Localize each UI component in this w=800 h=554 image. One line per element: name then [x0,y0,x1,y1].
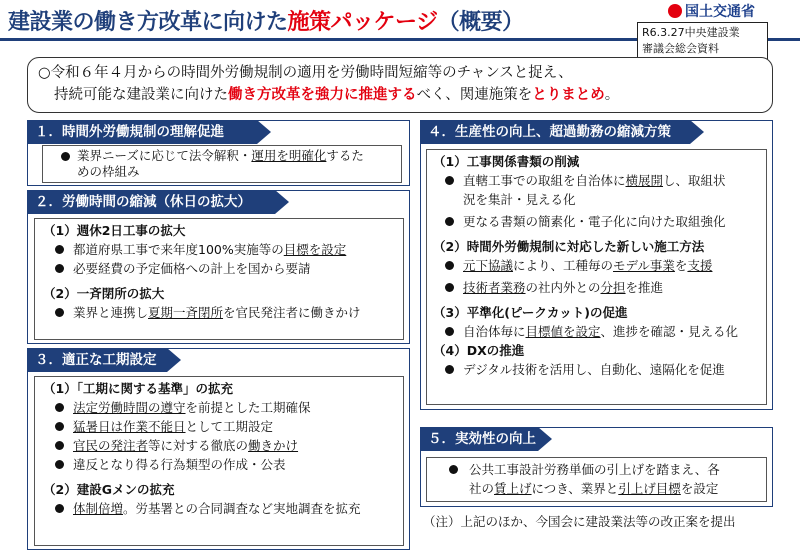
item-underlined: 横展開 [625,173,664,188]
item-text: デジタル技術を活用し、自動化、遠隔化を促進 [463,362,725,377]
list-item [43,259,395,278]
item-underlined: モデル事業 [613,258,675,273]
item-underlined: 猛暑日は作業不能日 [73,419,186,434]
summary-box [27,57,773,113]
source-date: R6.3.27中央建設業 [642,26,740,39]
item-text: を前提とした工期確保 [185,400,311,415]
section-5-heading: ５．実効性の向上 [420,427,538,451]
item-text: 必要経費の予定価格への計上を国から要請 [73,261,311,276]
subheading: （4）DXの推進 [433,343,525,358]
summary-highlight: とりまとめ [532,87,605,103]
item-text: 等に対する徹底の [148,438,249,453]
item-continuation: 況を集計・見える化 [463,192,576,207]
section-2-content [34,218,404,340]
source-reference-box [637,22,768,62]
list-item [43,303,395,322]
summary-line1: ○令和６年４月からの時間外労働規制の適用を労働時間短縮等のチャンスと捉え、 [38,65,573,81]
item-text: するた [326,148,364,163]
item-text: 違反となり得る行為類型の作成・公表 [73,457,286,472]
list-item [435,460,758,479]
item-underlined: 官民の発注者 [73,438,149,453]
item-text: 、進捗を確認・見える化 [600,324,739,339]
item-underlined: 分担 [600,280,626,295]
section-1-content [42,145,402,183]
item-underlined: 体制倍増 [73,501,124,516]
subheading: （3）平準化(ピークカット)の促進 [433,305,628,320]
mlit-logo-icon [668,4,682,18]
list-item [433,278,758,297]
item-underlined: 引上げ目標 [618,481,681,496]
item-text: を [674,258,688,273]
list-item [43,240,395,259]
item-text: 更なる書類の簡素化・電子化に向けた取組強化 [463,214,726,229]
subheading: （1）工事関係書類の削減 [433,154,580,169]
item-text: 業界と連携し [73,305,149,320]
item-text: の社内外との [525,280,601,295]
summary-text: 持続可能な建設業に向けた [54,87,228,103]
section-4-heading: ４．生産性の向上、超過勤務の縮減方策 [420,120,690,144]
title-highlight: 施策パッケージ [287,10,438,35]
org-name: 国土交通省 [685,4,755,20]
list-item [43,417,395,436]
item-text: 公共工事設計労務単価の引上げを踏まえ、各 [469,462,720,477]
list-item [43,398,395,417]
item-text: 業界ニーズに応じて法令解釈・ [77,148,252,163]
subheading: （2）建設Gメンの拡充 [43,482,175,497]
subheading: （1）週休2日工事の拡大 [43,223,186,238]
list-item [433,322,758,341]
source-meeting: 審議会総会資料 [642,42,719,55]
item-underlined: 支援 [687,258,713,273]
item-underlined: 賃上げ [494,481,532,496]
page-title [8,5,524,36]
subheading: （2）時間外労働規制に対応した新しい施工方法 [433,239,705,254]
section-4-content [426,149,767,405]
item-text: 自治体毎に [463,324,526,339]
item-text: につき、業界と [531,481,619,496]
summary-highlight: 働き方改革を強力に推進する [228,87,417,103]
item-underlined: 目標を設定 [283,242,347,257]
item-text: し、取組状 [663,173,726,188]
list-item [433,360,758,379]
section-5-content [426,457,767,502]
item-underlined: 元下協議 [463,258,514,273]
item-underlined: 目標値を設定 [525,324,601,339]
title-part2: （概要） [437,10,524,35]
list-item [43,499,395,518]
footnote: （注）上記のほか、今国会に建設業法等の改正案を提出 [423,514,736,529]
item-underlined: 法定労働時間の遵守 [73,400,186,415]
item-underlined: 働きかけ [248,438,299,453]
item-underlined: 夏期一斉閉所 [148,305,224,320]
item-continuation [435,479,758,498]
title-part1: 建設業の働き方改革に向けた [8,10,288,35]
item-underlined: 運用を明確化 [251,148,327,163]
summary-text: べく、関連施策を [416,87,533,103]
item-text: 直轄工事での取組を自治体に [463,173,626,188]
list-item [51,148,393,164]
item-text: 社の [469,481,495,496]
section-3-heading: ３．適正な工期設定 [27,348,167,372]
section-2-heading: ２．労働時間の縮減（休日の拡大） [27,190,275,214]
item-text: により、工種毎の [513,258,614,273]
subheading: （2）一斉閉所の拡大 [43,286,165,301]
subheading: （1）「工期に関する基準」の拡充 [43,381,233,396]
list-item [433,212,758,231]
section-3-content [34,376,404,546]
item-text: として工期設定 [185,419,274,434]
list-item [43,455,395,474]
item-text: を設定 [680,481,719,496]
item-underlined: 技術者業務 [463,280,526,295]
list-item [43,436,395,455]
list-item [433,256,758,275]
item-text: を推進 [625,280,664,295]
ministry-logo [668,1,755,21]
item-text: を官民発注者に働きかけ [223,305,361,320]
item-text: 都道府県工事で来年度100%実施等の [73,242,284,257]
section-1-heading: １．時間外労働規制の理解促進 [27,120,257,144]
item-continuation: めの枠組み [77,164,140,179]
item-text: 。労基署との合同調査など実地調査を拡充 [123,501,361,516]
summary-text: 。 [604,87,620,103]
list-item [433,171,758,190]
summary-line2 [38,84,762,106]
